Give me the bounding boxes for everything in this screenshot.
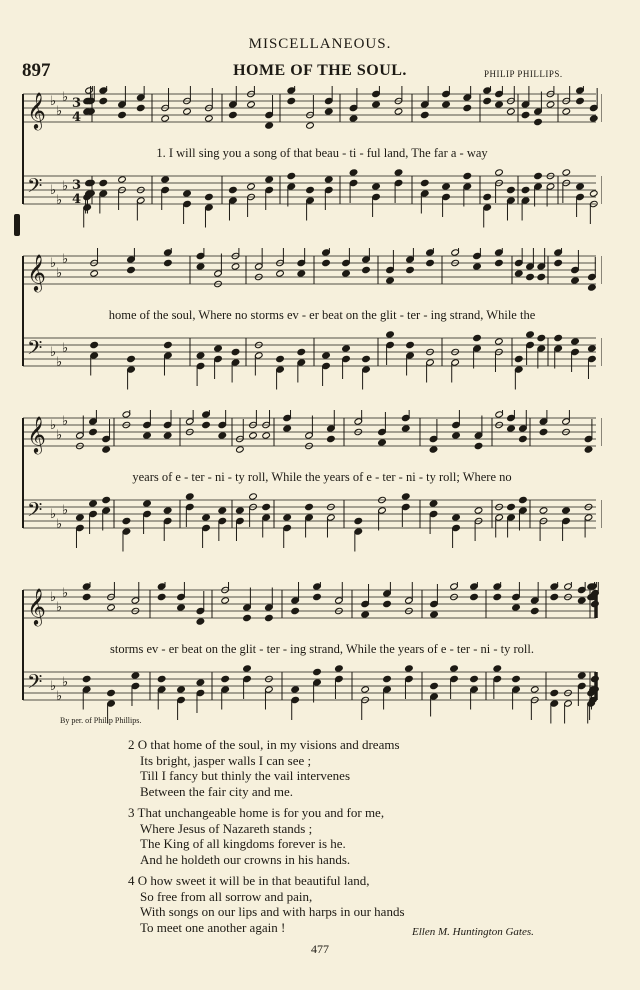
note-head xyxy=(430,682,439,689)
note-head xyxy=(588,284,597,291)
verse-line: Till I fancy but thinly the vail intervenes xyxy=(140,768,351,784)
treble-clef-icon: 𝄞 xyxy=(27,587,46,625)
note-head xyxy=(218,432,227,439)
note-head xyxy=(136,104,145,111)
verse-line: That unchangeable home is for you and for me, xyxy=(137,805,385,820)
note-head xyxy=(157,593,166,600)
flat-sign: ♭ xyxy=(62,341,69,356)
note-head xyxy=(571,277,580,284)
note-head xyxy=(324,108,333,115)
note-head xyxy=(161,176,170,183)
note-head xyxy=(89,428,98,435)
bass-clef-icon: 𝄢 xyxy=(27,670,43,698)
note-head xyxy=(243,665,252,672)
flat-sign: ♭ xyxy=(62,179,69,194)
note-head xyxy=(262,503,271,510)
note-head xyxy=(584,446,593,453)
note-head xyxy=(406,341,415,348)
note-head xyxy=(534,172,543,179)
treble-clef-icon: 𝄞 xyxy=(27,415,46,453)
verse-line: Where Jesus of Nazareth stands ; xyxy=(140,820,313,836)
note-head xyxy=(324,176,333,183)
note-head xyxy=(550,593,559,600)
note-head xyxy=(221,597,230,604)
flat-sign: ♭ xyxy=(50,345,57,360)
note-head xyxy=(157,675,166,682)
margin-mark xyxy=(14,214,20,236)
note-head xyxy=(507,186,516,193)
note-head xyxy=(205,115,214,122)
note-head xyxy=(236,507,245,514)
note-head xyxy=(406,266,415,273)
note-head xyxy=(514,355,523,362)
note-head xyxy=(202,421,211,428)
note-head xyxy=(131,672,140,679)
note-head xyxy=(386,331,395,338)
note-head xyxy=(335,665,344,672)
note-head xyxy=(539,507,548,514)
note-head xyxy=(405,665,414,672)
note-head xyxy=(362,266,371,273)
music-system-3 xyxy=(22,410,602,560)
note-head xyxy=(291,686,300,693)
note-head xyxy=(394,169,403,176)
bass-clef-icon: 𝄢 xyxy=(27,498,43,526)
note-head xyxy=(313,593,322,600)
note-head xyxy=(143,432,152,439)
note-head xyxy=(287,97,296,104)
flat-sign: ♭ xyxy=(56,600,63,615)
note-head xyxy=(394,108,403,115)
note-head xyxy=(342,270,351,277)
note-head xyxy=(420,111,429,118)
note-head xyxy=(378,439,387,446)
lyric-line-1: 1. I will sing you a song of that beau - ti - ful land, The far a - way xyxy=(156,146,488,160)
note-head xyxy=(463,172,472,179)
verse-line: So free from all sorrow and pain, xyxy=(140,888,313,904)
note-head xyxy=(591,600,600,607)
note-head xyxy=(442,101,451,108)
note-head xyxy=(386,277,395,284)
composer-credit: PHILIP PHILLIPS. xyxy=(484,69,563,79)
note-head xyxy=(430,611,439,618)
note-head xyxy=(89,500,98,507)
note-head xyxy=(283,425,292,432)
verse-line: And he holdeth our crowns in his hands. xyxy=(140,851,351,867)
verse-4 xyxy=(128,873,405,935)
section-heading: MISCELLANEOUS. xyxy=(248,36,392,52)
flat-sign: ♭ xyxy=(56,266,63,281)
note-head xyxy=(474,507,483,514)
note-head xyxy=(143,500,152,507)
note-head xyxy=(243,614,252,621)
note-head xyxy=(495,169,504,176)
verse-3 xyxy=(128,805,384,867)
note-head xyxy=(442,183,451,190)
note-head xyxy=(571,338,580,345)
note-head xyxy=(265,614,274,621)
note-head xyxy=(297,270,306,277)
note-head xyxy=(229,111,238,118)
note-head xyxy=(99,179,108,186)
note-head xyxy=(76,514,85,521)
note-head xyxy=(591,675,600,682)
note-head xyxy=(164,259,173,266)
lyric-line-4: storms ev - er beat on the glit - ter - ing strand, While the years of e - ter - ni - ty roll. xyxy=(110,642,534,656)
note-head xyxy=(470,593,479,600)
flat-sign: ♭ xyxy=(56,517,63,532)
note-head xyxy=(306,186,315,193)
note-head xyxy=(493,665,502,672)
note-head xyxy=(401,493,410,500)
note-head xyxy=(554,259,563,266)
flat-sign: ♭ xyxy=(62,90,69,105)
note-head xyxy=(429,500,438,507)
note-head xyxy=(495,338,504,345)
lyric-line-2: home of the soul, Where no storms ev - er beat on the glit - ter - ing strand, While the xyxy=(108,308,536,322)
note-head xyxy=(118,176,127,183)
note-head xyxy=(537,334,546,341)
note-head xyxy=(247,183,256,190)
flat-sign: ♭ xyxy=(56,104,63,119)
note-head xyxy=(577,597,586,604)
note-head xyxy=(483,97,492,104)
note-head xyxy=(562,108,571,115)
flat-sign: ♭ xyxy=(50,418,57,433)
note-head xyxy=(202,514,211,521)
note-head xyxy=(349,169,358,176)
note-head xyxy=(102,496,111,503)
note-head xyxy=(183,190,192,197)
flat-sign: ♭ xyxy=(56,689,63,704)
note-head xyxy=(589,115,598,122)
verse-line: O how sweet it will be in that beautiful land, xyxy=(137,873,370,888)
note-head xyxy=(305,503,314,510)
bass-clef-icon: 𝄢 xyxy=(27,336,43,364)
note-head xyxy=(530,607,539,614)
note-head xyxy=(429,446,438,453)
music-system-2 xyxy=(22,248,602,398)
time-signature-bottom: 4 xyxy=(72,110,82,125)
note-head xyxy=(306,122,315,129)
time-signature-top: 3 xyxy=(72,178,82,193)
note-head xyxy=(107,689,116,696)
note-head xyxy=(221,675,230,682)
note-head xyxy=(589,190,598,197)
note-head xyxy=(265,176,274,183)
note-head xyxy=(473,334,482,341)
note-head xyxy=(526,273,535,280)
note-head xyxy=(177,686,186,693)
note-head xyxy=(322,352,331,359)
note-head xyxy=(450,665,459,672)
verse-2 xyxy=(128,737,400,799)
note-head xyxy=(562,507,571,514)
flat-sign: ♭ xyxy=(56,193,63,208)
note-head xyxy=(276,355,285,362)
flat-sign: ♭ xyxy=(56,355,63,370)
treble-clef-icon: 𝄞 xyxy=(27,253,46,291)
note-head xyxy=(512,604,521,611)
flat-sign: ♭ xyxy=(62,414,69,429)
note-head xyxy=(507,425,516,432)
note-head xyxy=(185,493,194,500)
note-head xyxy=(342,345,351,352)
note-head xyxy=(283,514,292,521)
note-head xyxy=(383,675,392,682)
note-head xyxy=(463,104,472,111)
note-head xyxy=(262,432,271,439)
bass-clef-icon: 𝄢 xyxy=(27,174,43,202)
flat-sign: ♭ xyxy=(62,503,69,518)
note-head xyxy=(546,101,555,108)
verse-line: O that home of the soul, in my visions and dreams xyxy=(137,737,400,752)
lyric-line-3: years of e - ter - ni - ty roll, While the years of e - ter - ni - ty roll; Where no xyxy=(132,470,512,484)
note-head xyxy=(161,115,170,122)
verse-line: With songs on our lips and with harps in our hands xyxy=(140,904,405,920)
flat-sign: ♭ xyxy=(50,590,57,605)
verse-line: Its bright, jasper walls I can see ; xyxy=(140,752,312,768)
note-head xyxy=(265,122,274,129)
note-head xyxy=(196,263,205,270)
note-head xyxy=(177,604,186,611)
note-head xyxy=(231,348,240,355)
note-head xyxy=(495,101,504,108)
note-head xyxy=(470,675,479,682)
note-head xyxy=(554,334,563,341)
verse-line: The King of all kingdoms forever is he. xyxy=(140,836,346,852)
note-head xyxy=(420,179,429,186)
flat-sign: ♭ xyxy=(50,256,57,271)
note-head xyxy=(249,493,258,500)
note-head xyxy=(452,514,461,521)
hymn-title: HOME OF THE SOUL. xyxy=(233,62,407,79)
note-head xyxy=(205,193,214,200)
flat-sign: ♭ xyxy=(62,675,69,690)
flat-sign: ♭ xyxy=(50,183,57,198)
note-head xyxy=(127,266,136,273)
note-head xyxy=(495,259,504,266)
author-credit: Ellen M. Huntington Gates. xyxy=(412,926,534,938)
note-head xyxy=(122,517,131,524)
flat-sign: ♭ xyxy=(62,252,69,267)
note-head xyxy=(90,341,99,348)
verse-line: Between the fair city and me. xyxy=(140,783,294,799)
note-head xyxy=(107,604,116,611)
flat-sign: ♭ xyxy=(50,679,57,694)
flat-sign: ♭ xyxy=(50,94,57,109)
note-head xyxy=(483,193,492,200)
note-head xyxy=(163,432,172,439)
note-head xyxy=(349,115,358,122)
note-head xyxy=(401,425,410,432)
treble-clef-icon: 𝄞 xyxy=(27,91,46,129)
music-system-4 xyxy=(22,582,602,732)
note-head xyxy=(214,345,223,352)
note-head xyxy=(493,593,502,600)
permission-credit: By per. of Philip Phillips. xyxy=(60,716,142,725)
note-head xyxy=(291,607,300,614)
note-head xyxy=(577,672,586,679)
note-head xyxy=(512,675,521,682)
note-head xyxy=(539,428,548,435)
hymn-number: 897 xyxy=(22,60,51,81)
note-head xyxy=(236,446,245,453)
note-head xyxy=(82,675,91,682)
note-head xyxy=(383,600,392,607)
note-head xyxy=(507,503,516,510)
note-head xyxy=(127,355,136,362)
note-head xyxy=(361,611,370,618)
note-head xyxy=(164,341,173,348)
note-head xyxy=(372,183,381,190)
note-head xyxy=(521,186,530,193)
note-head xyxy=(474,442,483,449)
note-head xyxy=(526,331,535,338)
note-head xyxy=(452,432,461,439)
note-head xyxy=(229,186,238,193)
flat-sign: ♭ xyxy=(62,586,69,601)
note-head xyxy=(537,273,546,280)
flat-sign: ♭ xyxy=(56,428,63,443)
note-head xyxy=(354,517,363,524)
note-head xyxy=(426,259,435,266)
time-signature-top: 3 xyxy=(72,96,82,111)
note-head xyxy=(90,270,99,277)
note-head xyxy=(102,446,111,453)
note-head xyxy=(231,263,240,270)
note-head xyxy=(519,435,528,442)
page-number: 477 xyxy=(311,942,329,956)
note-head xyxy=(514,270,523,277)
note-head xyxy=(530,686,539,693)
note-head xyxy=(576,183,585,190)
note-head xyxy=(183,108,192,115)
note-head xyxy=(562,169,571,176)
note-head xyxy=(521,111,530,118)
note-head xyxy=(276,270,285,277)
note-head xyxy=(534,118,543,125)
note-head xyxy=(196,352,205,359)
note-head xyxy=(218,507,227,514)
note-head xyxy=(297,348,306,355)
note-head xyxy=(473,263,482,270)
note-head xyxy=(361,686,370,693)
note-head xyxy=(576,97,585,104)
note-head xyxy=(372,101,381,108)
note-head xyxy=(249,432,258,439)
verse-number: 3 xyxy=(128,805,135,820)
verse-line: To meet one another again ! xyxy=(140,919,286,935)
verse-number: 4 xyxy=(128,873,135,888)
note-head xyxy=(287,172,296,179)
note-head xyxy=(99,97,108,104)
note-head xyxy=(196,618,205,625)
note-head xyxy=(196,679,205,686)
note-head xyxy=(163,507,172,514)
note-head xyxy=(550,689,559,696)
time-signature-bottom: 4 xyxy=(72,192,82,207)
note-head xyxy=(313,668,322,675)
flat-sign: ♭ xyxy=(50,507,57,522)
verse-number: 2 xyxy=(128,737,135,752)
note-head xyxy=(247,101,256,108)
note-head xyxy=(588,345,597,352)
music-system-1 xyxy=(22,86,602,236)
note-head xyxy=(82,593,91,600)
note-head xyxy=(362,355,371,362)
note-head xyxy=(507,108,516,115)
note-head xyxy=(519,496,528,503)
note-head xyxy=(322,259,331,266)
note-head xyxy=(118,111,127,118)
note-head xyxy=(327,435,336,442)
